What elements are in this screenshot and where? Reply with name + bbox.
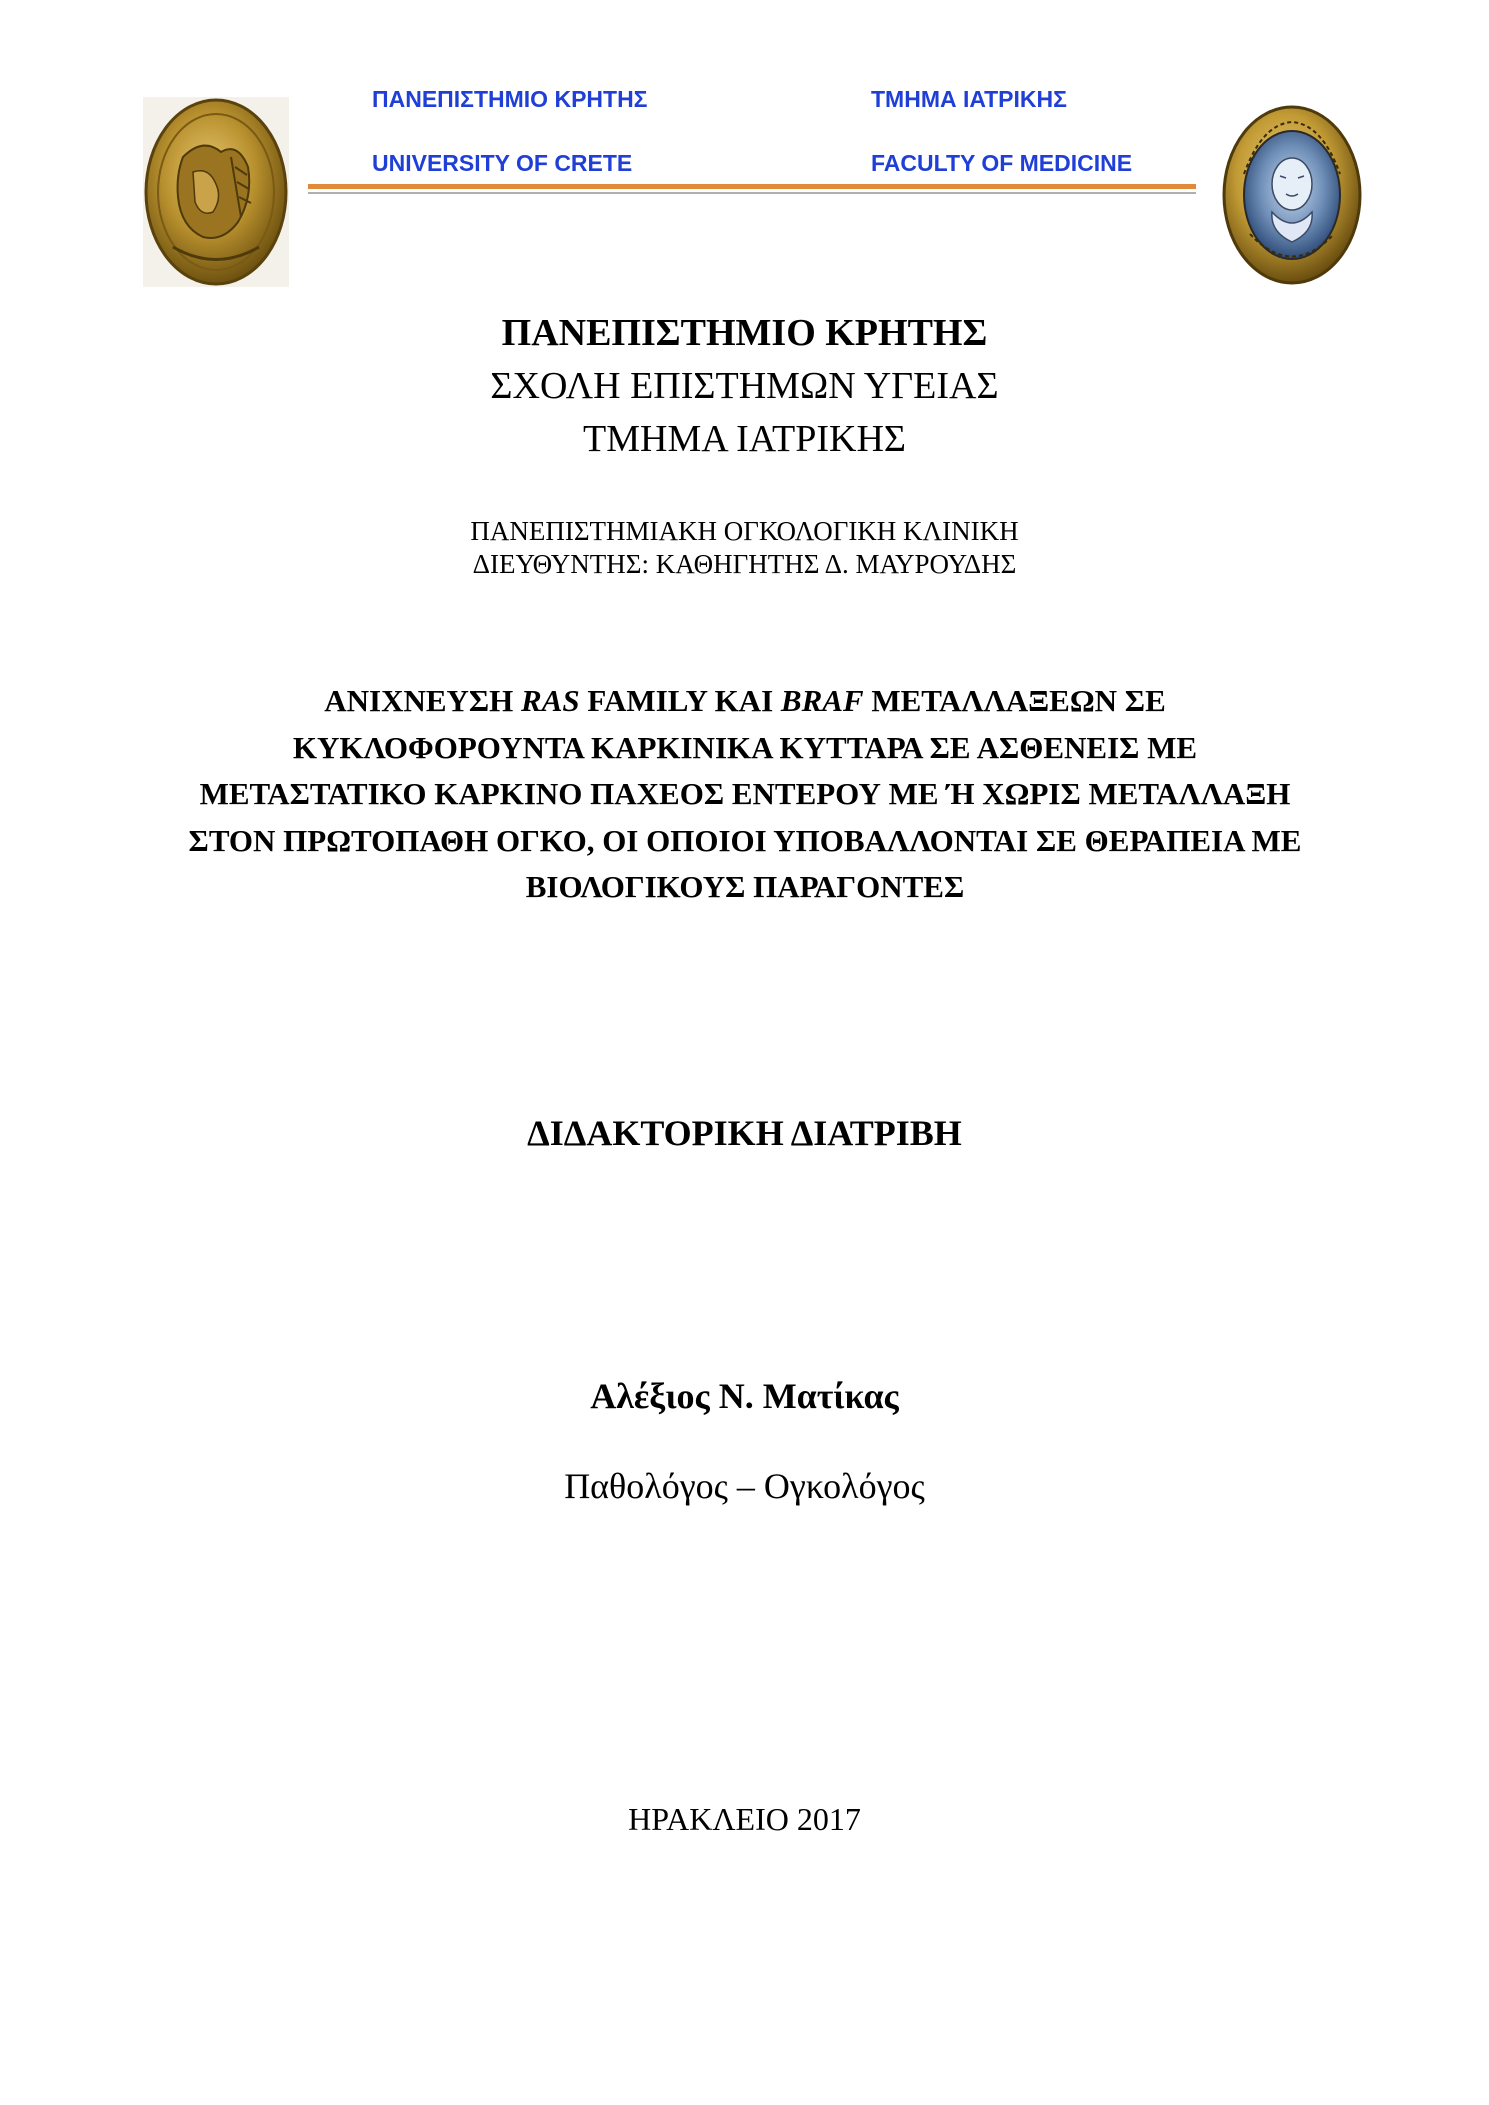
author-name: Αλέξιος Ν. Ματίκας [590, 1376, 899, 1416]
faculty-of-medicine-seal [1222, 104, 1362, 286]
university-of-crete-seal [143, 97, 289, 287]
document-type: ΔΙΔΑΚΤΟΡΙΚΗ ΔΙΑΤΡΙΒΗ [527, 1113, 962, 1153]
school-line: ΣΧΟΛΗ ΕΠΙΣΤΗΜΩΝ ΥΓΕΙΑΣ [490, 365, 999, 407]
department-line: ΤΜΗΜΑ ΙΑΤΡΙΚΗΣ [583, 418, 906, 460]
title-ras: RAS [521, 683, 580, 718]
director-line: ΔΙΕΥΘΥΝΤΗΣ: ΚΑΘΗΓΗΤΗΣ Δ. ΜΑΥΡΟΥΔΗΣ [472, 549, 1017, 579]
faculty-seal-icon [1222, 104, 1362, 286]
header-faculty-greek: ΤΜΗΜΑ ΙΑΤΡΙΚΗΣ [871, 86, 1067, 112]
title-part-1: ΑΝΙΧΝΕΥΣΗ [324, 683, 522, 718]
header-faculty-english: FACULTY OF MEDICINE [871, 150, 1133, 176]
university-title: ΠΑΝΕΠΙΣΤΗΜΙΟ ΚΡΗΤΗΣ [501, 312, 988, 354]
title-braf: BRAF [780, 683, 864, 718]
university-seal-icon [143, 97, 289, 287]
thesis-title [180, 678, 1310, 911]
header-university-english: UNIVERSITY OF CRETE [372, 150, 633, 176]
title-part-3: ΜΕΤΑΛΛΑΞΕΩΝ ΣΕ ΚΥΚΛΟΦΟΡΟΥΝΤΑ ΚΑΡΚΙΝΙΚΑ ΚΥΤΤΑΡΑ ΣΕ ΑΣΘΕΝΕΙΣ ΜΕ ΜΕΤΑΣΤΑΤΙΚΟ ΚΑΡΚΙΝΟ ΠΑΧΕΟΣ ΕΝΤΕΡΟΥ ΜΕ Ή ΧΩΡΙΣ ΜΕΤΑΛΛΑΞΗ ΣΤΟΝ ΠΡΩΤΟΠΑΘΗ ΟΓΚΟ, ΟΙ ΟΠΟΙΟΙ ΥΠΟΒΑΛΛΟΝΤΑΙ ΣΕ ΘΕΡΑΠΕΙΑ ΜΕ ΒΙΟΛΟΓΙΚΟΥΣ ΠΑΡΑΓΟΝΤΕΣ [188, 683, 1302, 904]
header-university-greek: ΠΑΝΕΠΙΣΤΗΜΙΟ ΚΡΗΤΗΣ [372, 86, 648, 112]
place-year: ΗΡΑΚΛΕΙΟ 2017 [628, 1801, 861, 1837]
header-rule-orange [308, 184, 1196, 189]
title-part-2: FAMILY ΚΑΙ [579, 683, 781, 718]
header-rule-grey [308, 192, 1196, 194]
clinic-line: ΠΑΝΕΠΙΣΤΗΜΙΑΚΗ ΟΓΚΟΛΟΓΙΚΗ ΚΛΙΝΙΚΗ [470, 516, 1019, 546]
author-role: Παθολόγος – Ογκολόγος [564, 1466, 925, 1506]
